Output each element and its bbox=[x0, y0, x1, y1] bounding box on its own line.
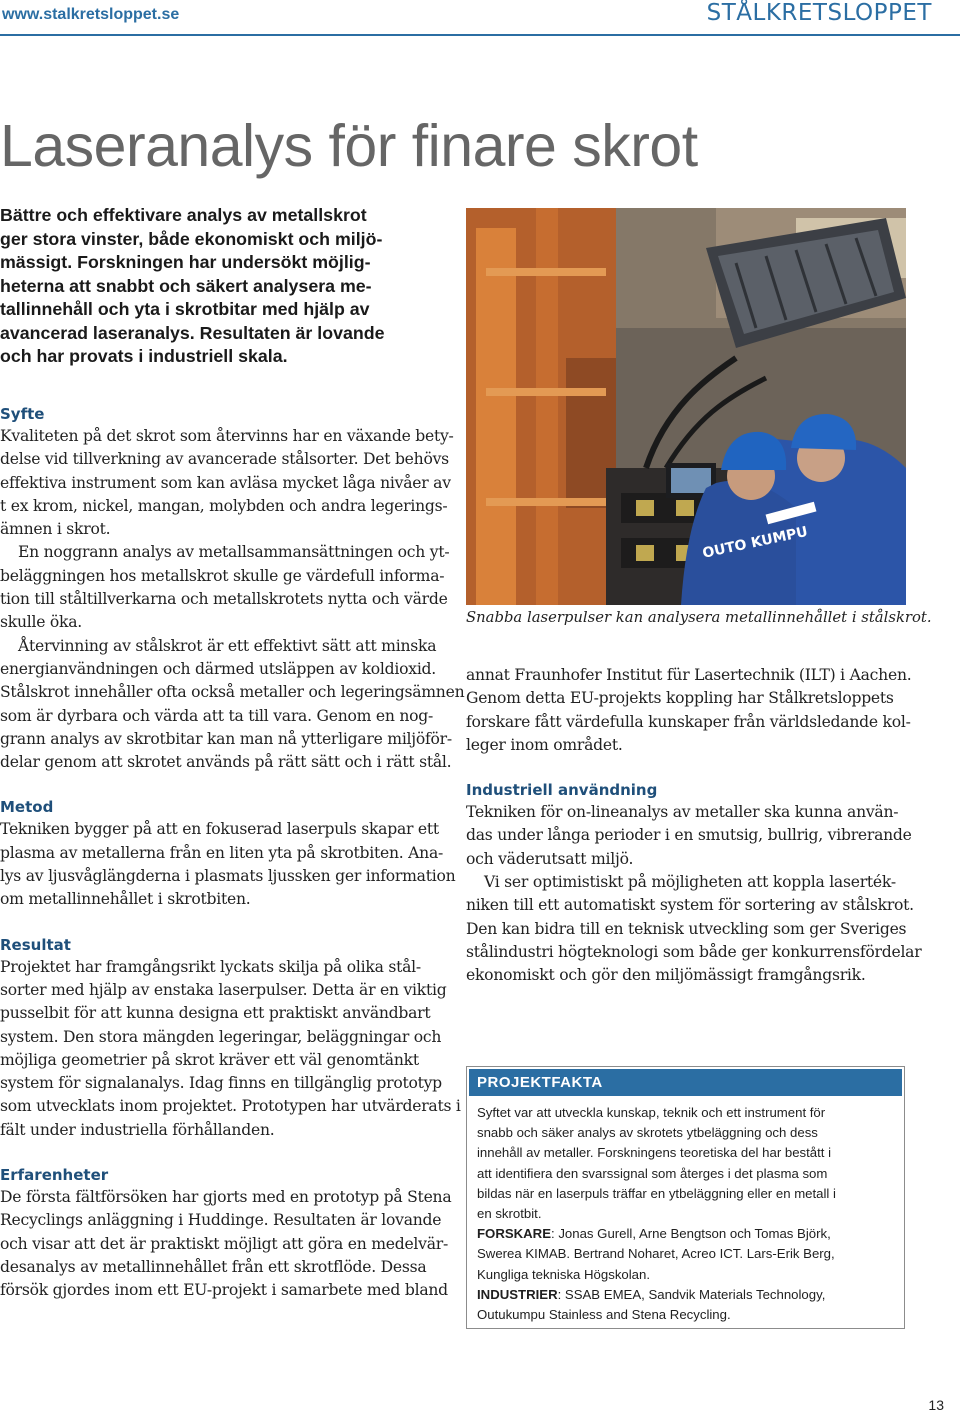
section-heading-resultat: Resultat bbox=[0, 935, 71, 954]
brand-title: STÅLKRETSLOPPET bbox=[706, 0, 932, 26]
text-line: skulle öka. bbox=[0, 613, 82, 632]
left-column bbox=[0, 403, 465, 1303]
article-title: Laseranalys för finare skrot bbox=[0, 113, 698, 179]
text-line: En noggrann analys av metallsammansättningen och yt- bbox=[18, 543, 450, 562]
lead-line: heterna att snabbt och säkert analysera me- bbox=[0, 275, 372, 296]
text-line: lys av ljusvåglängderna i plasmats ljussken ger information bbox=[0, 867, 456, 886]
text-line: beläggningen hos metallskrot skulle ge värdefull informa- bbox=[0, 566, 445, 585]
text-line: och väderutsatt miljö. bbox=[466, 849, 634, 868]
forskare-label: FORSKARE bbox=[477, 1226, 551, 1242]
header-rule bbox=[0, 34, 960, 36]
text-line: ekonomiskt och gör den miljömässigt framgångsrik. bbox=[466, 966, 866, 985]
facts-line: Syftet var att utveckla kunskap, teknik och ett instrument för bbox=[477, 1105, 826, 1120]
resultat-body bbox=[0, 956, 461, 1142]
text-line: ämnen i skrot. bbox=[0, 520, 111, 539]
text-line: das under långa perioder i en smutsig, bullrig, vibrerande bbox=[466, 826, 912, 845]
section-heading-metod: Metod bbox=[0, 798, 54, 817]
section-heading-erfarenheter: Erfarenheter bbox=[0, 1166, 109, 1185]
industriell-body bbox=[466, 801, 922, 987]
text-line: Den kan bidra till en teknisk utveckling som ger Sveriges bbox=[466, 919, 907, 938]
lead-line: mässigt. Forskningen har undersökt möjlig- bbox=[0, 252, 371, 272]
text-line: Recyclings anläggning i Huddinge. Resultaten är lovande bbox=[0, 1211, 442, 1230]
facts-line: bildas när en laserpuls träffar en ytbeläggning eller en metall i bbox=[477, 1185, 836, 1201]
text-line: niken till ett automatiskt system för sortering av stålskrot. bbox=[466, 896, 914, 915]
text-line: Projektet har framgångsrikt lyckats skilja på olika stål- bbox=[0, 957, 421, 976]
text-line: system för signalanalys. Idag finns en tillgänglig prototyp bbox=[0, 1074, 442, 1093]
text-line: leger inom området. bbox=[466, 735, 623, 754]
metod-body bbox=[0, 818, 456, 911]
facts-line: Outukumpu Stainless and Stena Recycling. bbox=[477, 1307, 731, 1323]
text-line: grann analys av skrotbitar kan man nå ytterligare miljöför- bbox=[0, 729, 452, 748]
project-facts-heading: PROJEKTFAKTA bbox=[469, 1069, 902, 1096]
syfte-body bbox=[0, 425, 465, 774]
text-line: tion till ståltillverkarna och metallskrotets nytta och värde bbox=[0, 590, 448, 609]
text-line: Stålskrot innehåller ofta också metaller och legeringsämnen bbox=[0, 683, 465, 702]
project-facts-body bbox=[467, 1096, 904, 1325]
lead-line: Bättre och effektivare analys av metallskrot bbox=[0, 205, 367, 225]
text-line: Tekniken för on-lineanalys av metaller ska kunna använ- bbox=[466, 803, 899, 822]
photo-caption: Snabba laserpulser kan analysera metallinnehållet i stålskrot. bbox=[466, 609, 932, 626]
helmet-logo-text: OUTO KUMPU bbox=[701, 523, 810, 562]
right-column bbox=[466, 664, 922, 988]
facts-line: innehåll av metaller. Forskningens teoretiska del har bestått i bbox=[477, 1145, 832, 1161]
text-line: plasma av metallerna från en liten yta på skrotbiten. Ana- bbox=[0, 843, 444, 862]
text-line: om metallinnehållet i skrotbiten. bbox=[0, 890, 251, 909]
page-number: 13 bbox=[928, 1397, 944, 1413]
lead-line: och har provats i industriell skala. bbox=[0, 346, 288, 366]
facts-line bbox=[477, 1285, 898, 1305]
text-line: t ex krom, nickel, mangan, molybden och andra legerings- bbox=[0, 496, 448, 515]
text-line: Genom detta EU-projekts koppling har Stålkretsloppets bbox=[466, 689, 894, 708]
lead-line: tallinnehåll och yta i skrotbitar med hjälp av bbox=[0, 299, 370, 319]
section-heading-syfte: Syfte bbox=[0, 405, 45, 423]
text-line: annat Fraunhofer Institut für Lasertechnik (ILT) i Aachen. bbox=[466, 666, 912, 684]
facts-line: snabb och säker analys av skrotets ytbeläggning och dess bbox=[477, 1125, 818, 1141]
text-line: Tekniken bygger på att en fokuserad laserpuls skapar ett bbox=[0, 820, 439, 839]
text-line: pusselbit för att kunna designa ett praktiskt användbart bbox=[0, 1004, 431, 1023]
article-photo bbox=[466, 208, 906, 605]
lead-line: avancerad laseranalys. Resultaten är lovande bbox=[0, 322, 385, 343]
industrier-label: INDUSTRIER bbox=[477, 1286, 558, 1302]
facts-line: en skrotbit. bbox=[477, 1206, 542, 1222]
text-line: desanalys av metallinnehållet från ett skrotflöde. Dessa bbox=[0, 1257, 427, 1276]
text-line: och visar att det är praktiskt möjligt att göra en medelvär- bbox=[0, 1234, 448, 1253]
text-line: som utvecklats inom projektet. Prototypen har utvärderats i bbox=[0, 1097, 461, 1116]
text-line: delar genom att skrotet används på rätt sätt och i rätt stål. bbox=[0, 753, 452, 772]
text-line: effektiva instrument som kan avläsa mycket låga nivåer av bbox=[0, 473, 451, 492]
facts-line: att identifiera den svarssignal som återges i det plasma som bbox=[477, 1165, 828, 1181]
text-line: fält under industriella förhållanden. bbox=[0, 1120, 275, 1139]
lead-paragraph bbox=[0, 204, 450, 369]
text-line: Kvaliteten på det skrot som återvinns har en växande bety- bbox=[0, 427, 454, 445]
text-line: delse vid tillverkning av avancerade stålsorter. Det behövs bbox=[0, 450, 449, 469]
text-line: forskare fått värdefulla kunskaper från världsledande kol- bbox=[466, 712, 911, 731]
text-line: Vi ser optimistiskt på möjligheten att koppla laserték- bbox=[484, 873, 896, 892]
section-heading-industriell: Industriell användning bbox=[466, 781, 658, 800]
text-line: energianvändningen och därmed utsläppen av koldioxid. bbox=[0, 659, 436, 678]
site-url[interactable]: www.stalkretsloppet.se bbox=[2, 6, 180, 23]
text-line: sorter med hjälp av enstaka laserpulser. Detta är en viktig bbox=[0, 980, 447, 999]
facts-line bbox=[477, 1224, 898, 1244]
text-line: system. Den stora mängden legeringar, beläggningar och bbox=[0, 1027, 442, 1046]
text-line: möjliga geometrier på skrot kräver ett väl genomtänkt bbox=[0, 1050, 419, 1069]
text-line: Återvinning av stålskrot är ett effektivt sätt att minska bbox=[18, 636, 437, 655]
text-line: som är dyrbara och värda att ta till vara. Genom en nog- bbox=[0, 706, 434, 725]
facts-line: Kungliga tekniska Högskolan. bbox=[477, 1266, 651, 1282]
erfarenheter-body bbox=[0, 1186, 452, 1302]
continuation-body bbox=[466, 664, 912, 757]
facts-line: Swerea KIMAB. Bertrand Noharet, Acreo ICT. Lars-Erik Berg, bbox=[477, 1246, 835, 1262]
project-facts-box bbox=[466, 1066, 905, 1329]
industrier-text: : SSAB EMEA, Sandvik Materials Technology, bbox=[557, 1286, 826, 1302]
text-line: stålindustri högteknologi som både ger konkurrensfördelar bbox=[466, 942, 922, 961]
text-line: försök gjordes inom ett EU-projekt i samarbete med bland bbox=[0, 1281, 448, 1300]
lead-line: ger stora vinster, både ekonomiskt och miljö- bbox=[0, 228, 383, 249]
forskare-text: : Jonas Gurell, Arne Bengtson och Tomas Björk, bbox=[551, 1226, 831, 1242]
text-line: De första fältförsöken har gjorts med en prototyp på Stena bbox=[0, 1188, 452, 1207]
